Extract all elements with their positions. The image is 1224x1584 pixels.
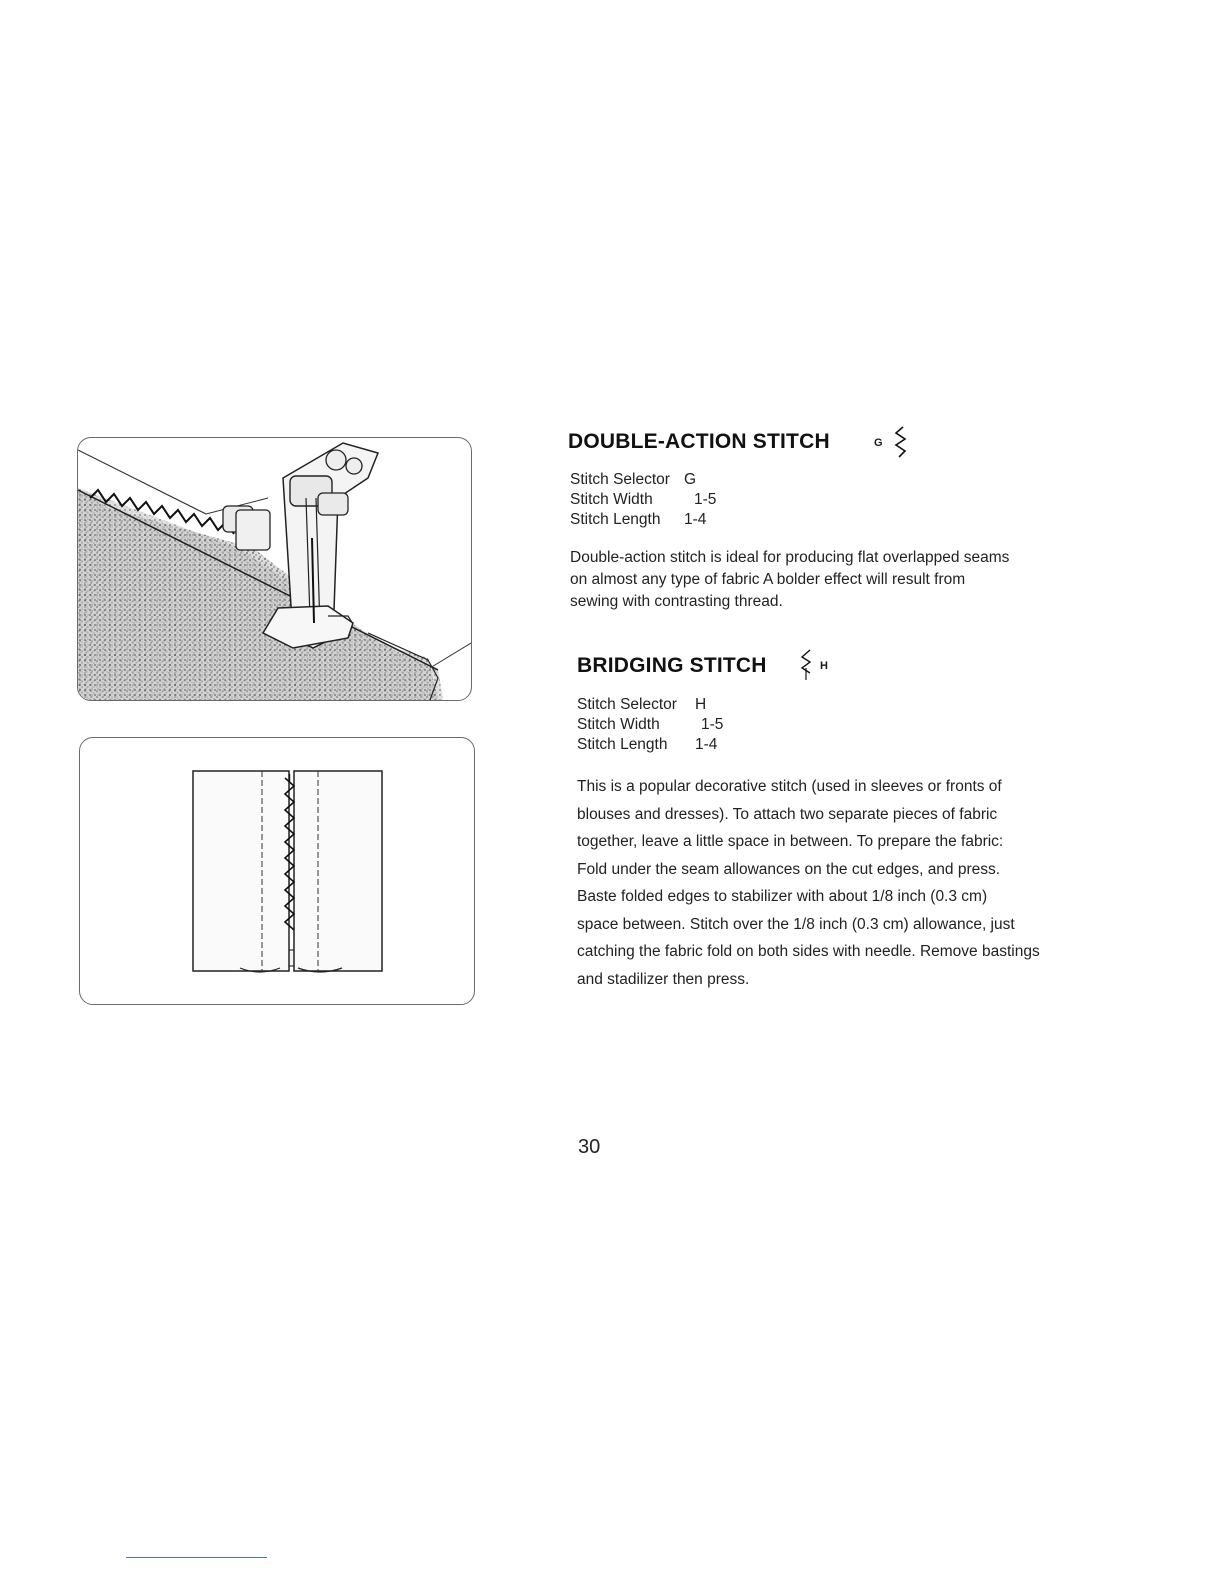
spec-value: 1-4	[695, 736, 718, 753]
bridging-specs	[577, 695, 723, 755]
spec-row	[577, 695, 723, 715]
bridging-letter: H	[820, 660, 828, 672]
double-action-letter: G	[874, 437, 883, 449]
bridging-description	[577, 773, 1040, 993]
fabric-pieces-drawing	[80, 738, 474, 1004]
paragraph-line: on almost any type of fabric A bolder effect will result from	[570, 571, 966, 588]
paragraph-line: together, leave a little space in between. To prepare the fabric:	[577, 833, 1004, 850]
double-action-description	[570, 547, 1009, 613]
spec-row	[570, 490, 716, 510]
spec-row	[570, 510, 716, 530]
paragraph-line: This is a popular decorative stitch (used in sleeves or fronts of	[577, 778, 1002, 795]
double-action-heading	[568, 430, 830, 454]
footer-rule	[126, 1557, 267, 1558]
zigzag-stitch-icon	[893, 425, 909, 459]
spec-value: 1-5	[694, 491, 717, 508]
page-number: 30	[578, 1136, 601, 1158]
spec-label: Stitch Selector	[577, 696, 677, 713]
spec-row	[577, 715, 723, 735]
paragraph-line: Fold under the seam allowances on the cut edges, and press.	[577, 860, 1001, 878]
spec-label: Stitch Width	[577, 716, 660, 733]
spec-value: 1-5	[701, 716, 724, 733]
spec-row	[570, 470, 716, 490]
bridging-illustration	[79, 737, 475, 1005]
double-action-illustration	[77, 437, 472, 701]
paragraph-line: space between. Stitch over the 1/8 inch (0.3 cm) allowance, just	[577, 915, 1015, 933]
spec-label: Stitch Length	[570, 511, 661, 528]
spec-value: G	[684, 471, 697, 488]
presser-foot-drawing	[78, 438, 471, 700]
spec-row	[577, 735, 723, 755]
paragraph-line: catching the fabric fold on both sides with needle. Remove bastings	[577, 943, 1040, 960]
bridging-stitch-icon	[796, 648, 818, 682]
double-action-title: DOUBLE-ACTION STITCH	[568, 430, 830, 453]
paragraph-line: Baste folded edges to stabilizer with about 1/8 inch (0.3 cm)	[577, 888, 988, 905]
spec-label: Stitch Width	[570, 491, 653, 508]
spec-value: H	[695, 696, 707, 713]
double-action-specs	[570, 470, 716, 530]
paragraph-line: and stadilizer then press.	[577, 970, 750, 988]
bridging-title: BRIDGING STITCH	[577, 654, 767, 677]
spec-label: Stitch Selector	[570, 471, 670, 488]
paragraph-line: sewing with contrasting thread.	[570, 593, 783, 610]
paragraph-line: Double-action stitch is ideal for producing flat overlapped seams	[570, 549, 1010, 566]
spec-value: 1-4	[684, 511, 707, 528]
bridging-heading	[577, 654, 767, 678]
spec-label: Stitch Length	[577, 736, 668, 753]
paragraph-line: blouses and dresses). To attach two separate pieces of fabric	[577, 805, 998, 823]
